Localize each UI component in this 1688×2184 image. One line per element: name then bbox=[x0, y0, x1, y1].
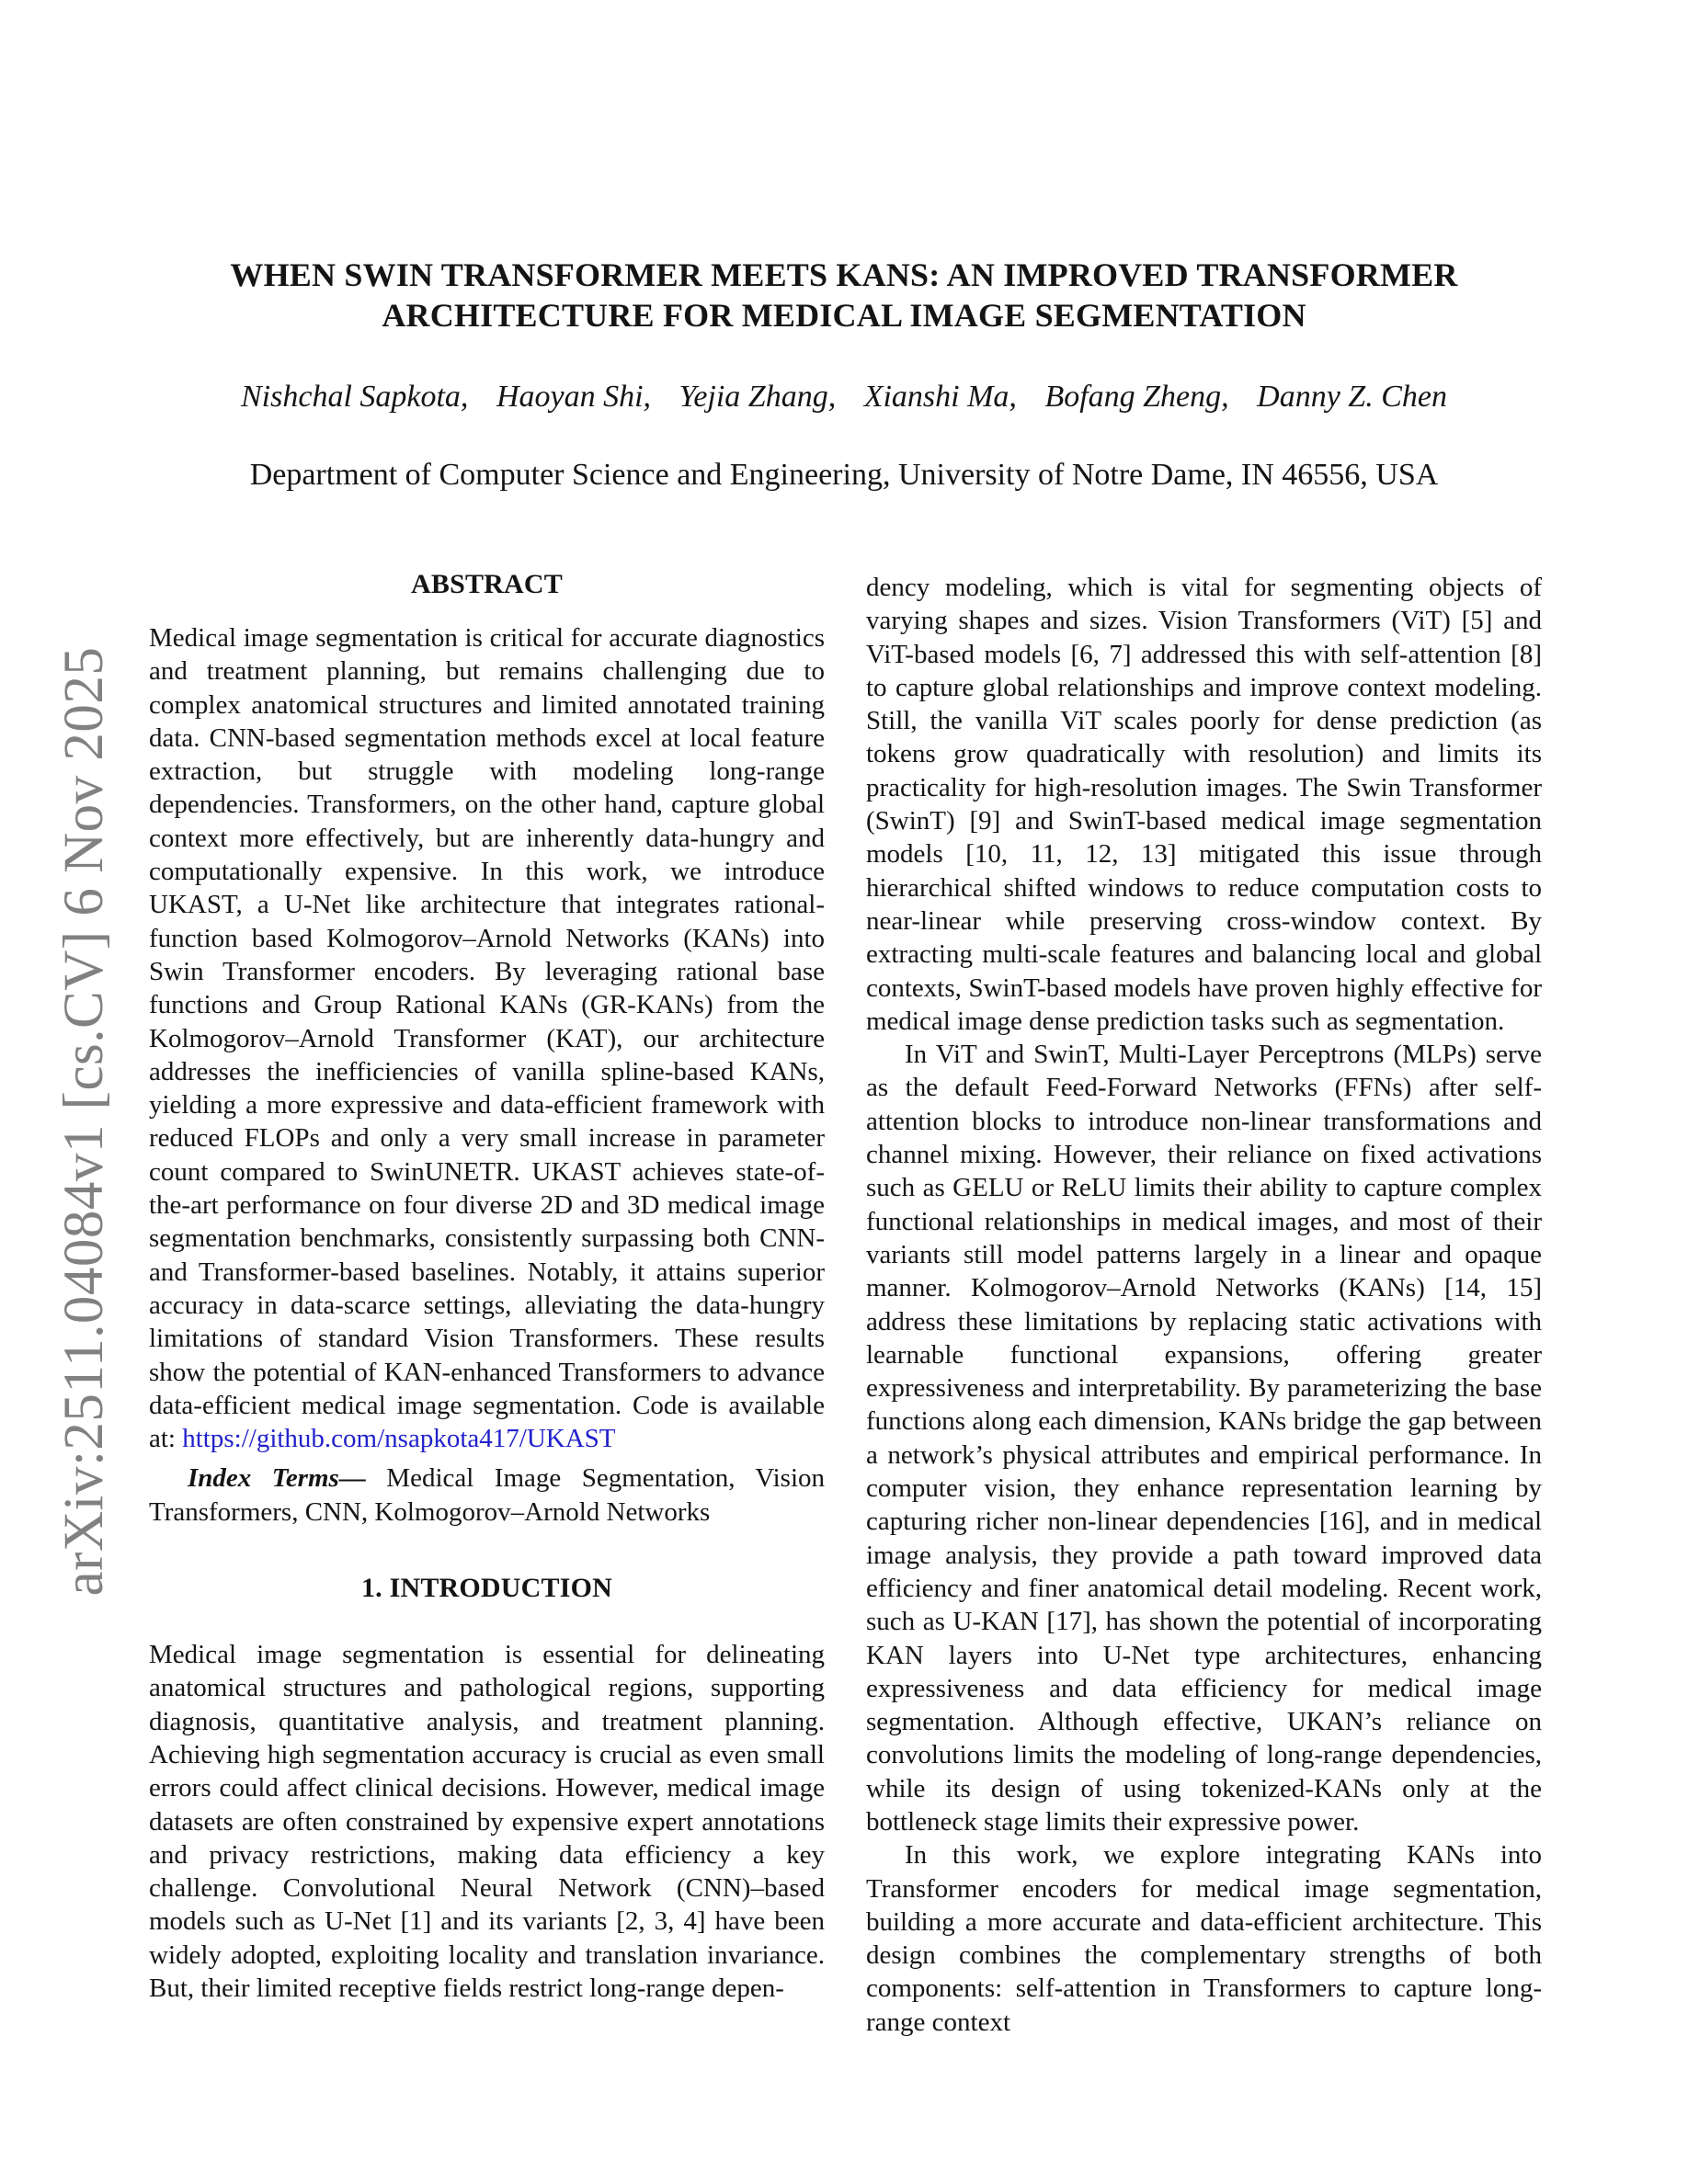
author-name: Nishchal Sapkota, bbox=[241, 380, 469, 414]
author-name: Xianshi Ma, bbox=[863, 380, 1017, 414]
authors-line bbox=[0, 379, 1688, 415]
abstract-heading: ABSTRACT bbox=[411, 569, 563, 599]
introduction-paragraph-3: In this work, we explore integrating KANs into Transformer encoders for medical image segmentation, building a more accurate and data-efficient architecture. This design combines the complementary strengths of both components: self-attention in Transformers to capture long-range context bbox=[866, 1840, 1542, 2037]
right-column bbox=[866, 571, 1542, 2039]
arxiv-watermark: arXiv:2511.04084v1 [cs.CV] 6 Nov 2025 bbox=[53, 646, 115, 1597]
index-terms-label: Index Terms— bbox=[188, 1463, 366, 1494]
affiliation-line: Department of Computer Science and Engineering, University of Notre Dame, IN 46556, USA bbox=[249, 458, 1439, 492]
author-name: Yejia Zhang, bbox=[679, 380, 837, 414]
introduction-paragraph-1-continued: dency modeling, which is vital for segmenting objects of varying shapes and sizes. Vision Transformers (ViT) [5] and ViT-based models [6, 7] addressed this with self-attention [8] to capture global relationships and improve context modeling. Still, the vanilla ViT scales poorly for dense prediction (as tokens grow quadratically with resolution) and limits its practicality for high-resolution images. The Swin Transformer (SwinT) [9] and SwinT-based medical image segmentation models [10, 11, 12, 13] mitigated this issue through hierarchical shifted windows to reduce computation costs to near-linear while preserving cross-window context. By extracting multi-scale features and balancing local and global contexts, SwinT-based models have proven highly effective for medical image dense prediction tasks such as segmentation. bbox=[866, 573, 1542, 1036]
paper-title bbox=[0, 255, 1688, 336]
author-name: Haoyan Shi, bbox=[496, 380, 652, 414]
abstract-text bbox=[149, 621, 825, 1455]
abstract-body: Medical image segmentation is critical for accurate diagnostics and treatment planning, but remains challenging due to complex anatomical structures and limited annotated training data. CNN-based segmentation methods excel at local feature extraction, but struggle with modeling long-range dependencies. Transformers, on the other hand, capture global context more effectively, but are inherently data-hungry and computationally expensive. In this work, we introduce UKAST, a U-Net like architecture that integrates rational-function based Kolmogorov–Arnold Networks (KANs) into Swin Transformer encoders. By leveraging rational base functions and Group Rational KANs (GR-KANs) from the Kolmogorov–Arnold Transformer (KAT), our architecture addresses the inefficiencies of vanilla spline-based KANs, yielding a more expressive and data-efficient framework with reduced FLOPs and only a very small increase in parameter count compared to SwinUNETR. UKAST achieves state-of-the-art performance on four diverse 2D and 3D medical image segmentation benchmarks, consistently surpassing both CNN- and Transformer-based baselines. Notably, it attains superior accuracy in data-scarce settings, alleviating the data-hungry limitations of standard Vision Transformers. These results show the potential of KAN-enhanced Transformers to advance data-efficient medical image segmentation. Code is available at: bbox=[149, 623, 825, 1454]
index-terms-body: Medical Image Segmentation, Vision Transformers, CNN, Kolmogorov–Arnold Networks bbox=[149, 1463, 825, 1527]
author-name: Bofang Zheng, bbox=[1044, 380, 1229, 414]
introduction-paragraph-2: In ViT and SwinT, Multi-Layer Perceptrons (MLPs) serve as the default Feed-Forward Networks (FFNs) after self-attention blocks to introduce non-linear transformations and channel mixing. However, their reliance on fixed activations such as GELU or ReLU limits their ability to capture complex functional relationships in medical images, and most of their variants still model patterns largely in a linear and opaque manner. Kolmogorov–Arnold Networks (KANs) [14, 15] address these limitations by replacing static activations with learnable functional expansions, offering greater expressiveness and interpretability. By parameterizing the base functions along each dimension, KANs bridge the gap between a network’s physical attributes and empirical performance. In computer vision, they enhance representation learning by capturing richer non-linear dependencies [16], and in medical image analysis, they provide a path toward improved data efficiency and finer anatomical detail modeling. Recent work, such as U-KAN [17], has shown the potential of incorporating KAN layers into U-Net type architectures, enhancing expressiveness and data efficiency for medical image segmentation. Although effective, UKAN’s reliance on convolutions limits the modeling of long-range dependencies, while its design of using tokenized-KANs only at the bottleneck stage limits their expressive power. bbox=[866, 1040, 1542, 1837]
paper-title-line1: WHEN SWIN TRANSFORMER MEETS KANS: AN IMPROVED TRANSFORMER bbox=[230, 256, 1458, 293]
code-repository-link[interactable]: https://github.com/nsapkota417/UKAST bbox=[182, 1424, 616, 1454]
introduction-heading: 1. INTRODUCTION bbox=[360, 1573, 613, 1604]
index-terms bbox=[149, 1462, 825, 1529]
introduction-paragraph-1: Medical image segmentation is essential for delineating anatomical structures and pathological regions, supporting diagnosis, quantitative analysis, and treatment planning. Achieving high segmentation accuracy is crucial as even small errors could affect clinical decisions. However, medical image datasets are often constrained by expensive expert annotations and privacy restrictions, making data efficiency a key challenge. Convolutional Neural Network (CNN)–based models such as U-Net [1] and its variants [2, 3, 4] have been widely adopted, exploiting locality and translation invariance. But, their limited receptive fields restrict long-range depen- bbox=[149, 1640, 825, 2003]
paper-title-line2: ARCHITECTURE FOR MEDICAL IMAGE SEGMENTATION bbox=[382, 297, 1306, 334]
author-name: Danny Z. Chen bbox=[1257, 380, 1447, 414]
left-column bbox=[149, 568, 825, 2005]
